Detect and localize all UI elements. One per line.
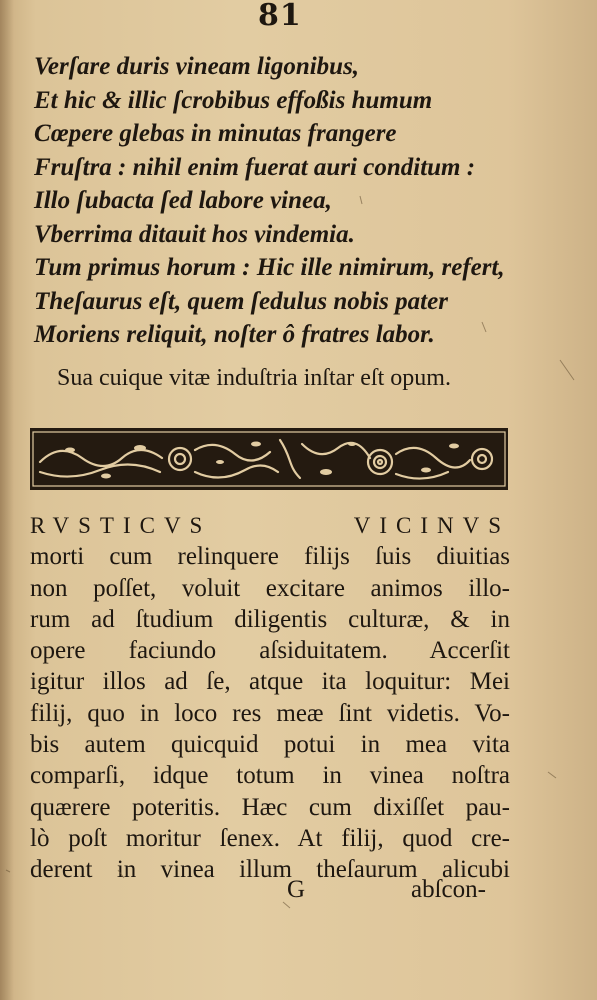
verse-line: Vberrima ditauit hos vindemia. [34, 220, 355, 248]
page-footer [0, 876, 597, 910]
prose-line: derent in vinea illum theſaurum alicubi [30, 856, 510, 884]
gutter-shadow [0, 0, 14, 1000]
prose-paragraph [30, 510, 510, 886]
verse-line: Et hic & illic ſcrobibus effoßis humum [34, 86, 433, 114]
page-number: 81 [258, 0, 302, 33]
verse-line: Fruſtra : nihil enim fuerat auri conditum : [34, 153, 476, 181]
prose-line: comparſi, idque totum in vinea noſtra [30, 762, 510, 790]
prose-line: morti cum relinquere filijs ſuis diuitias [30, 543, 510, 571]
signature-mark: G [287, 876, 306, 903]
prose-line: non poſſet, voluit excitare animos illo- [30, 574, 510, 602]
prose-line: rum ad ſtudium diligentis culturæ, & in [30, 605, 510, 633]
prose-line: filij, quo in loco res meæ ſint videtis. Vo- [30, 699, 510, 727]
verse-block [34, 50, 554, 352]
moral-maxim: Sua cuique vitæ induſtria inſtar eſt opum. [57, 365, 451, 391]
prose-line: igitur illos ad ſe, atque ita loquitur: Mei [30, 668, 510, 696]
verse-line: Illo ſubacta ſed labore vinea, [34, 187, 332, 214]
catchword: abſcon- [411, 876, 486, 903]
verse-line: Tum primus horum : Hic ille nimirum, refert, [34, 254, 505, 281]
verse-line: Moriens reliquit, noſter ô fratres labor. [34, 321, 435, 348]
prose-line: opere faciundo aſsiduitatem. Accerſit [30, 637, 510, 665]
prose-line: bis autem quicquid potui in mea vita [30, 731, 510, 759]
prose-heading-line: RVSTICVS VICINVS [30, 513, 510, 538]
verse-line: Verſare duris vineam ligonibus, [34, 53, 360, 80]
prose-line: lò poſt moritur ſenex. At filij, quod cre- [30, 824, 510, 852]
verse-line: Cœpere glebas in minutas frangere [34, 120, 397, 147]
verse-line: Theſaurus eſt, quem ſedulus nobis pater [34, 287, 448, 315]
decorative-headpiece-icon [30, 428, 508, 490]
prose-line: quærere poteritis. Hæc cum dixiſſet pau- [30, 793, 510, 821]
